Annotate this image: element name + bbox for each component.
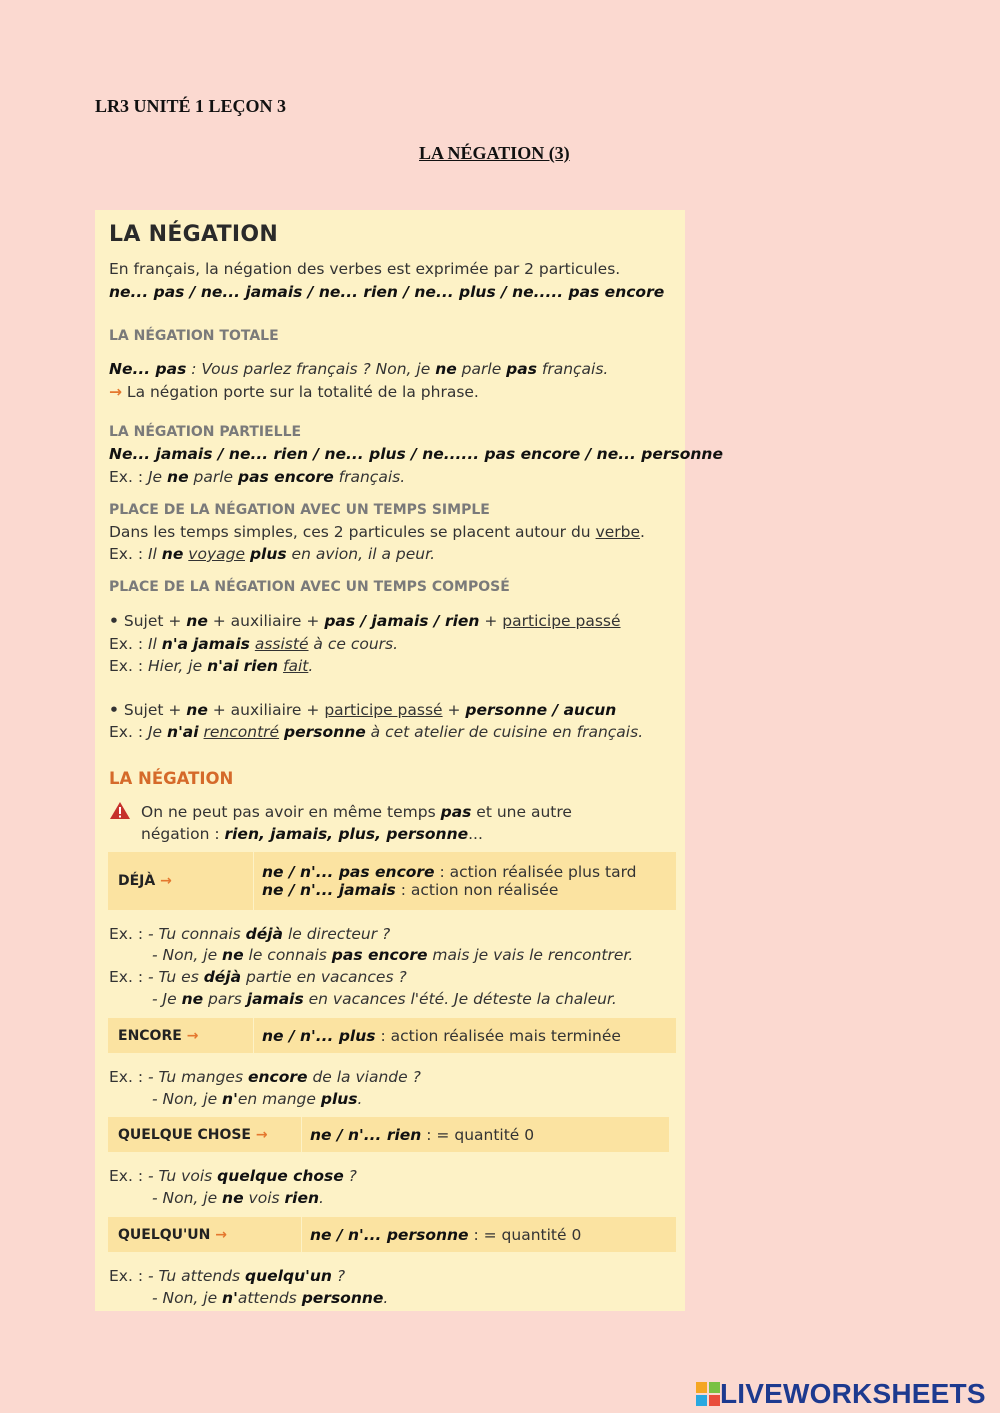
quelquun-example-2: - Non, je n'attends personne. [152,1289,389,1307]
totale-rule: Ne... pas : Vous parlez français ? Non, je ne parle pas français. [109,360,609,378]
arrow-right-icon: → [186,1027,199,1044]
intro-text: En français, la négation des verbes est exprimée par 2 particules. [109,260,621,278]
arrow-right-icon: → [109,383,122,401]
section-heading-partielle: LA NÉGATION PARTIELLE [109,424,302,440]
compose-example-2: Ex. : Hier, je n'ai rien fait. [109,657,314,675]
compose-rule-2: • Sujet + ne + auxiliaire + participe passé + personne / aucun [109,701,617,719]
section-heading-negation: LA NÉGATION [109,769,234,788]
grammar-card [95,210,723,1311]
partielle-list: Ne... jamais / ne... rien / ne... plus / ne...... pas encore / ne... personne [109,445,723,463]
bullet-icon: • [109,612,119,630]
encore-rule-box: ne / n'... plus : action réalisée mais terminée [254,1018,676,1053]
warning-line-1: On ne peut pas avoir en même temps pas et une autre [141,803,572,821]
compose-example-3: Ex. : Je n'ai rencontré personne à cet atelier de cuisine en français. [109,723,644,741]
arrow-right-icon: → [160,873,172,889]
quelque-chose-example-2: - Non, je ne vois rien. [152,1189,324,1207]
encore-example-2: - Non, je n'en mange plus. [152,1090,363,1108]
encore-label-box: ENCORE → [108,1018,253,1053]
liveworksheets-logo-text: LIVEWORKSHEETS [720,1378,986,1409]
compose-rule-1: • Sujet + ne + auxiliaire + pas / jamais / rien + participe passé [109,612,621,630]
compose-example-1: Ex. : Il n'a jamais assisté à ce cours. [109,635,399,653]
quelquun-label-box: QUELQU'UN → [108,1217,301,1252]
lesson-header: LR3 UNITÉ 1 LEÇON 3 [95,96,287,116]
totale-note: → La négation porte sur la totalité de la phrase. [109,383,479,401]
bullet-icon: • [109,701,119,719]
deja-example-1: Ex. : - Tu connais déjà le directeur ? [109,925,391,943]
liveworksheets-logo-icon [696,1382,720,1406]
warning-line-2: négation : rien, jamais, plus, personne... [141,825,483,843]
warning-icon [109,801,131,820]
particles-list: ne... pas / ne... jamais / ne... rien / ne... plus / ne..... pas encore [109,283,665,301]
deja-example-3: Ex. : - Tu es déjà partie en vacances ? [109,968,407,986]
section-heading-totale: LA NÉGATION TOTALE [109,328,279,344]
quelque-chose-label-box: QUELQUE CHOSE → [108,1117,301,1152]
partielle-example: Ex. : Je ne parle pas encore français. [109,468,406,486]
deja-example-2: - Non, je ne le connais pas encore mais je vais le rencontrer. [152,946,634,964]
liveworksheets-logo[interactable] [696,1378,986,1410]
simple-example: Ex. : Il ne voyage plus en avion, il a peur. [109,545,436,563]
card-heading: LA NÉGATION [109,222,279,247]
arrow-right-icon: → [215,1226,228,1243]
section-heading-compose: PLACE DE LA NÉGATION AVEC UN TEMPS COMPOSÉ [109,579,510,595]
quelquun-rule-box: ne / n'... personne : = quantité 0 [302,1217,676,1252]
deja-rule-box: ne / n'... pas encore : action réalisée plus tard ne / n'... jamais : action non réalisée [254,852,676,910]
quelque-chose-rule-box: ne / n'... rien : = quantité 0 [302,1117,669,1152]
simple-text: Dans les temps simples, ces 2 particules se placent autour du verbe. [109,523,645,541]
section-heading-simple: PLACE DE LA NÉGATION AVEC UN TEMPS SIMPLE [109,502,490,518]
deja-example-4: - Je ne pars jamais en vacances l'été. Je déteste la chaleur. [152,990,617,1008]
arrow-right-icon: → [255,1126,268,1143]
encore-example-1: Ex. : - Tu manges encore de la viande ? [109,1068,421,1086]
quelquun-example-1: Ex. : - Tu attends quelqu'un ? [109,1267,346,1285]
page-title: LA NÉGATION (3) [419,143,570,163]
quelque-chose-example-1: Ex. : - Tu vois quelque chose ? [109,1167,357,1185]
deja-label-box: DÉJÀ → [108,852,253,910]
